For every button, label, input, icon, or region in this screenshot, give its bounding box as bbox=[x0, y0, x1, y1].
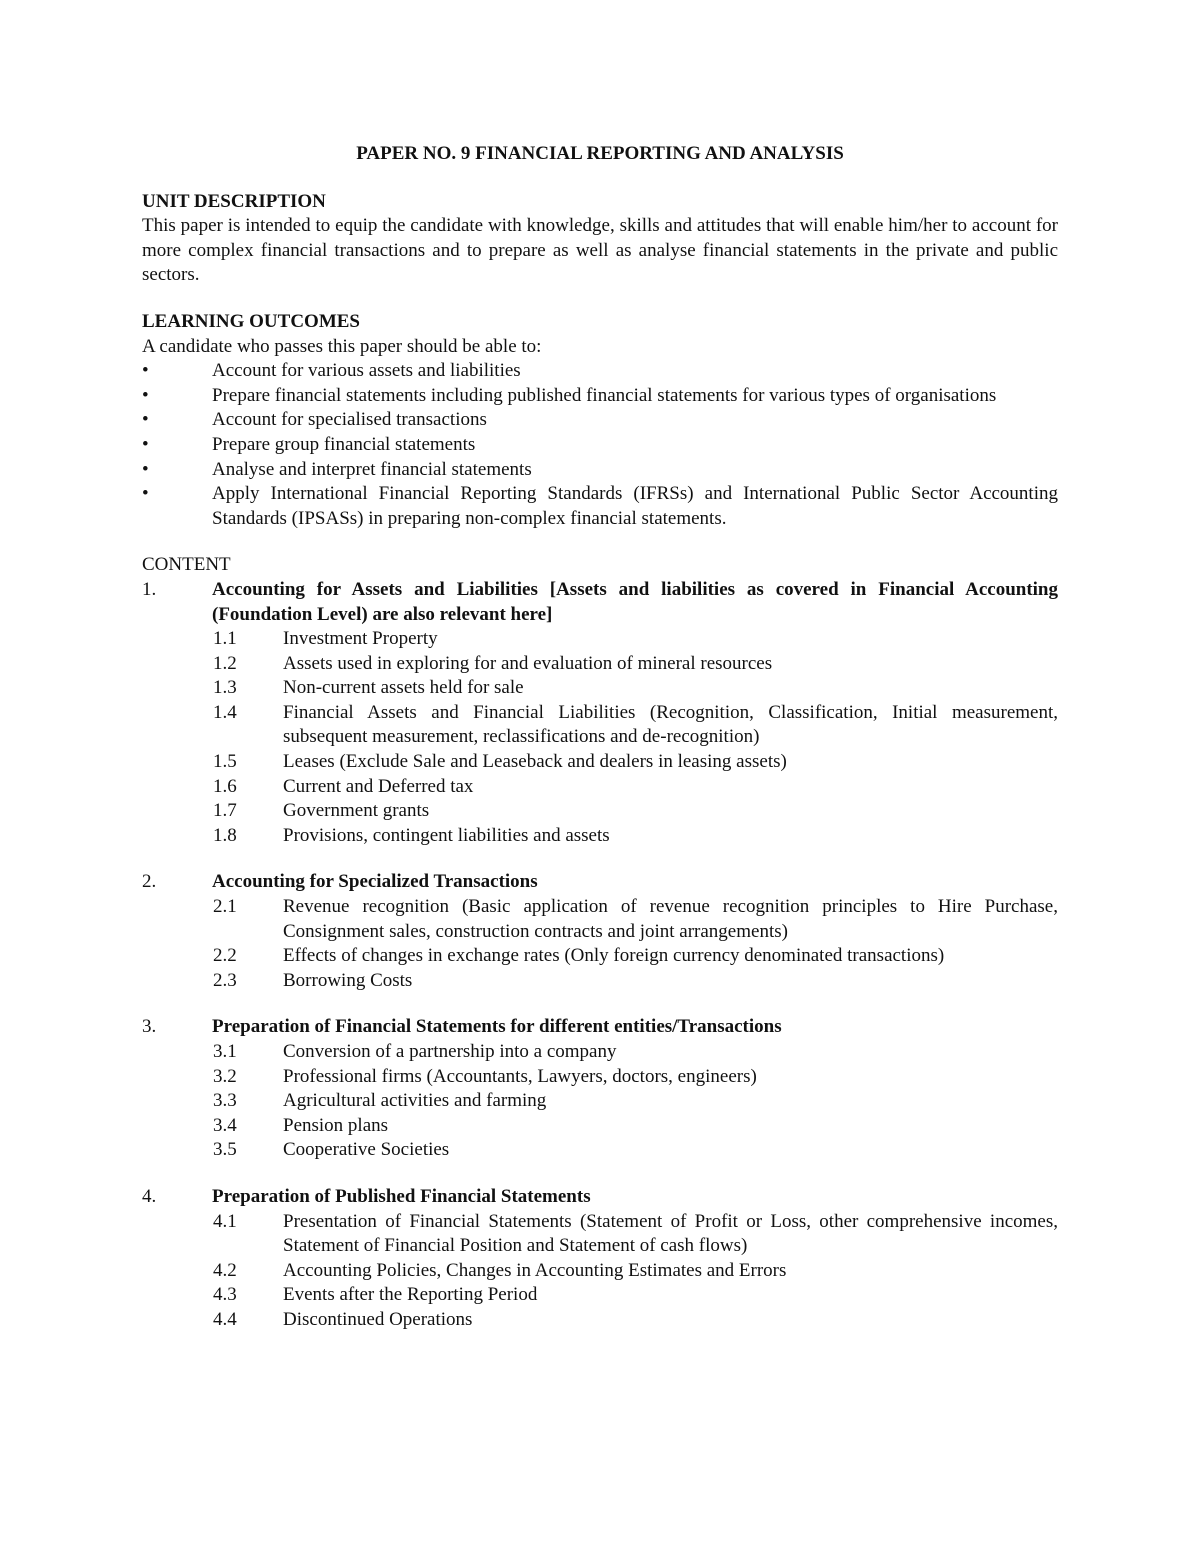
section-heading bbox=[142, 870, 1058, 895]
bullet-icon: • bbox=[142, 483, 149, 505]
subsection-item: 3.1 Conversion of a partnership into a company bbox=[213, 1041, 617, 1062]
list-item: • Analyse and interpret financial statements bbox=[142, 458, 1058, 483]
subsection-item: 1.3 Non-current assets held for sale bbox=[213, 677, 524, 699]
section-heading bbox=[142, 578, 1058, 627]
subsection-item: 1.1 Investment Property bbox=[213, 628, 438, 650]
learning-outcomes-list bbox=[142, 359, 1058, 531]
section-title: Preparation of Financial Statements for different entities/Transactions bbox=[212, 1016, 782, 1038]
subsection-item: 3.4 Pension plans bbox=[213, 1114, 389, 1136]
subsection-item: 3.2 Professional firms (Accountants, Lawyers, doctors, engineers) bbox=[213, 1065, 757, 1087]
section-heading bbox=[142, 1015, 1058, 1040]
learning-outcomes-intro: A candidate who passes this paper should be able to: bbox=[142, 335, 542, 357]
list-item: • Account for various assets and liabilities bbox=[142, 359, 1058, 384]
bullet-icon: • bbox=[142, 458, 149, 480]
section-title: Preparation of Published Financial Statements bbox=[212, 1185, 591, 1207]
subsection-item: 4.1 Presentation of Financial Statements (Statement of Profit or Loss, other comprehensive incomes, Statement of Financial Position and Statement of cash flows) bbox=[213, 1210, 1058, 1257]
section-number: 4. bbox=[142, 1185, 157, 1207]
section-heading bbox=[142, 1185, 1058, 1210]
section-number: 2. bbox=[142, 871, 157, 893]
bullet-icon: • bbox=[142, 409, 149, 431]
bullet-icon: • bbox=[142, 360, 149, 382]
subsection-item: 1.4 Financial Assets and Financial Liabilities (Recognition, Classification, Initial measurement, subsequent measurement, reclassifications and de-recognition) bbox=[213, 701, 1058, 748]
subsection-item: 1.6 Current and Deferred tax bbox=[213, 775, 474, 797]
subsection-item: 3.5 Cooperative Societies bbox=[213, 1139, 450, 1161]
document-title: PAPER NO. 9 FINANCIAL REPORTING AND ANALYSIS bbox=[356, 143, 844, 164]
subsection-item: 1.2 Assets used in exploring for and evaluation of mineral resources bbox=[213, 652, 773, 674]
unit-description-text: This paper is intended to equip the candidate with knowledge, skills and attitudes that will enable him/her to account for more complex financial transactions and to prepare as well as analyse financial statements in the private and public sectors. bbox=[142, 215, 1058, 286]
list-item: • Prepare group financial statements bbox=[142, 433, 1058, 458]
section-title: Accounting for Specialized Transactions bbox=[212, 871, 538, 893]
unit-description-heading: UNIT DESCRIPTION bbox=[142, 190, 326, 212]
section-number: 3. bbox=[142, 1016, 157, 1038]
list-item: • Apply International Financial Reporting Standards (IFRSs) and International Public Sector Accounting Standards (IPSASs) in preparing non-complex financial statements. bbox=[142, 483, 1058, 529]
subsection-item: 1.5 Leases (Exclude Sale and Leaseback and dealers in leasing assets) bbox=[213, 751, 787, 773]
subsection-item: 1.7 Government grants bbox=[213, 800, 430, 822]
subsection-item: 3.3 Agricultural activities and farming bbox=[213, 1090, 547, 1112]
subsection-item: 4.2 Accounting Policies, Changes in Accounting Estimates and Errors bbox=[213, 1259, 787, 1281]
subsection-item: 2.3 Borrowing Costs bbox=[213, 969, 413, 991]
subsection-item: 2.1 Revenue recognition (Basic application of revenue recognition principles to Hire Purchase, Consignment sales, construction contracts and joint arrangements) bbox=[213, 896, 1058, 942]
list-item: • Account for specialised transactions bbox=[142, 408, 1058, 433]
document-page bbox=[142, 142, 1058, 1333]
section-title: Accounting for Assets and Liabilities [Assets and liabilities as covered in Financial Accounting (Foundation Level) are also relevant here] bbox=[212, 578, 1058, 625]
subsection-item: 4.3 Events after the Reporting Period bbox=[213, 1284, 538, 1306]
subsection-item: 4.4 Discontinued Operations bbox=[213, 1308, 473, 1330]
learning-outcomes-heading: LEARNING OUTCOMES bbox=[142, 310, 360, 332]
section-number: 1. bbox=[142, 578, 157, 600]
bullet-icon: • bbox=[142, 384, 149, 406]
subsection-item: 1.8 Provisions, contingent liabilities and assets bbox=[213, 824, 610, 846]
bullet-icon: • bbox=[142, 433, 149, 455]
subsection-item: 2.2 Effects of changes in exchange rates (Only foreign currency denominated transactions) bbox=[213, 945, 945, 967]
list-item: • Prepare financial statements including published financial statements for various types of organisations bbox=[142, 384, 1058, 409]
content-heading: CONTENT bbox=[142, 554, 231, 576]
